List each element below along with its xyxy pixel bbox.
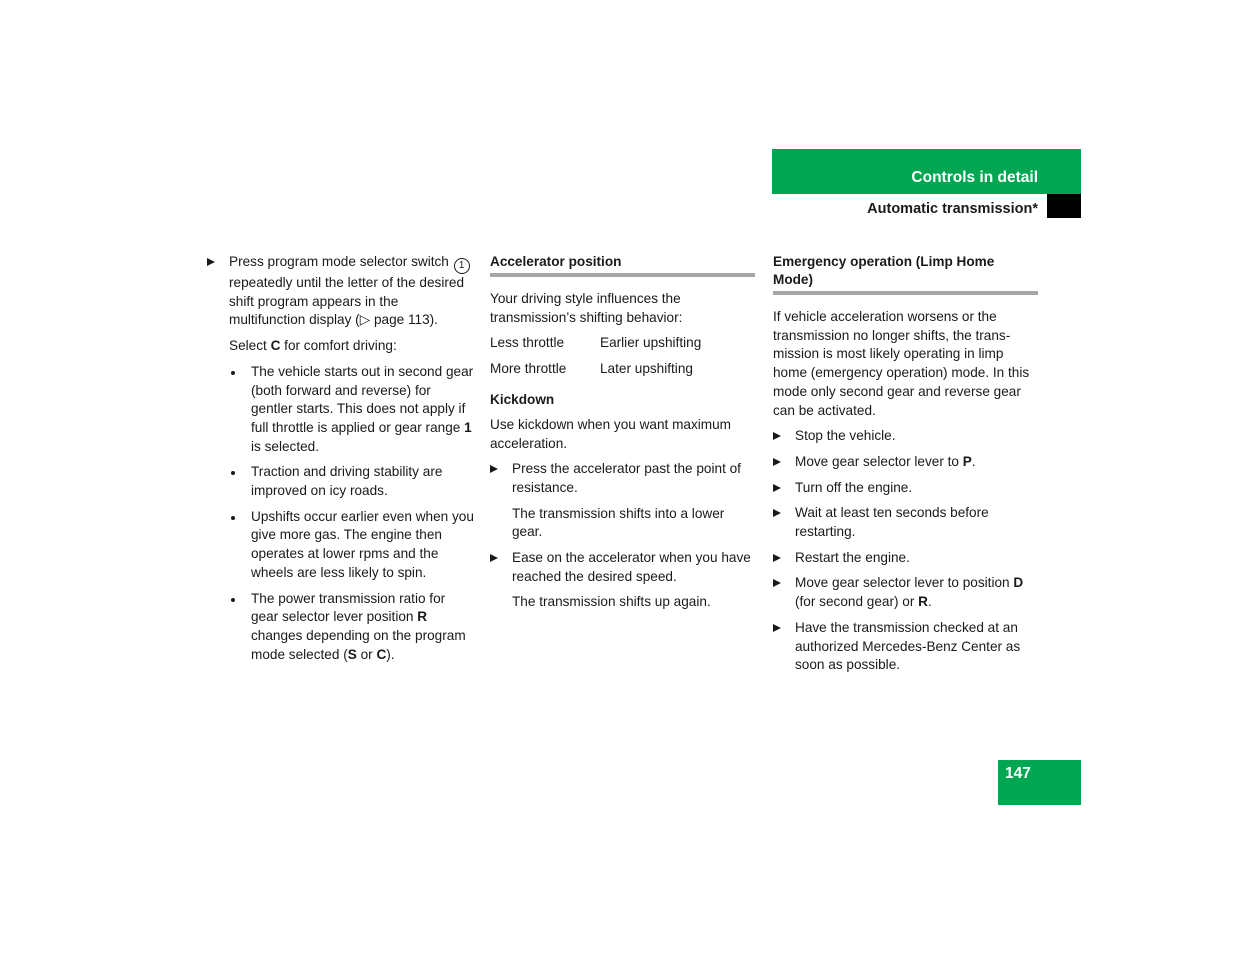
step-arrow-icon [773, 484, 781, 492]
step-arrow-icon [773, 579, 781, 587]
bullet-dot-icon [231, 471, 235, 475]
bullet-item: Traction and driving stability are improved on icy roads. [207, 463, 475, 500]
heading-kickdown: Kickdown [490, 391, 555, 407]
step-wait: Wait at least ten seconds before restarting. [773, 504, 1038, 541]
step-stop-vehicle: Stop the vehicle. [773, 427, 1038, 446]
column-program-mode [207, 253, 475, 664]
step-arrow-icon [490, 465, 498, 473]
select-instruction: Select C for comfort driving: [229, 338, 397, 354]
step-arrow-icon [207, 258, 215, 266]
step-restart-engine: Restart the engine. [773, 549, 1038, 568]
step-arrow-icon [773, 432, 781, 440]
step-result: The transmission shifts into a lower gear. [512, 505, 725, 540]
section-title: Automatic transmission* [867, 201, 1038, 217]
step-press-selector: Press program mode selector switch 1 repeatedly until the letter of the desired shift program appears in the multifunction display (▷ page 113). [207, 253, 475, 330]
page-number: 147 [1005, 765, 1031, 782]
heading-emergency-operation: Emergency operation (Limp Home Mode) [773, 254, 995, 287]
bullet-dot-icon [231, 516, 235, 520]
heading-accelerator-position: Accelerator position [490, 254, 622, 269]
step-result: The transmission shifts up again. [512, 594, 711, 610]
step-arrow-icon [490, 554, 498, 562]
bullet-dot-icon [231, 598, 235, 602]
step-arrow-icon [773, 554, 781, 562]
bullet-item: The vehicle starts out in second gear (both forward and reverse) for gentler starts. This does not apply if full throttle is applied or gear range 1 is selected. [207, 363, 475, 457]
step-arrow-icon [773, 509, 781, 517]
step-arrow-icon [773, 624, 781, 632]
page-reference-icon: ▷ [359, 312, 371, 328]
chapter-title: Controls in detail [911, 169, 1038, 186]
column-accelerator [490, 253, 755, 612]
throttle-row: More throttle Later upshifting [490, 361, 693, 377]
step-turn-off-engine: Turn off the engine. [773, 479, 1038, 498]
step-press-accelerator: Press the accelerator past the point of resistance. [490, 460, 755, 497]
heading-rule [490, 273, 755, 277]
emergency-intro: If vehicle acceleration worsens or the transmission no longer shifts, the trans-mission is most likely operating in limp home (emergency operation) mode. In this mode only second gear and reverse gear can be activated. [773, 309, 1030, 418]
step-arrow-icon [773, 458, 781, 466]
bullet-dot-icon [231, 371, 235, 375]
page-number-tab [998, 760, 1081, 805]
accelerator-intro: Your driving style influences the transmission’s shifting behavior: [490, 291, 683, 325]
step-move-to-p: Move gear selector lever to P. [773, 453, 1038, 472]
step-check-transmission: Have the transmission checked at an authorized Mercedes-Benz Center as soon as possible. [773, 619, 1038, 675]
kickdown-intro: Use kickdown when you want maximum acceleration. [490, 416, 732, 451]
heading-rule [773, 291, 1038, 295]
step-move-to-d-or-r: Move gear selector lever to position D (for second gear) or R. [773, 574, 1038, 611]
bullet-item: The power transmission ratio for gear selector lever position R changes depending on the program mode selected (S or C). [207, 590, 475, 665]
chapter-header-band [772, 149, 1081, 194]
step-ease-accelerator: Ease on the accelerator when you have reached the desired speed. [490, 549, 755, 586]
throttle-row: Less throttle Earlier upshifting [490, 335, 702, 351]
section-marker [1047, 194, 1081, 218]
column-emergency [773, 253, 1038, 675]
item-number-icon: 1 [454, 258, 470, 274]
bullet-item: Upshifts occur earlier even when you give more gas. The engine then operates at lower rpms and the wheels are less likely to spin. [207, 508, 475, 583]
